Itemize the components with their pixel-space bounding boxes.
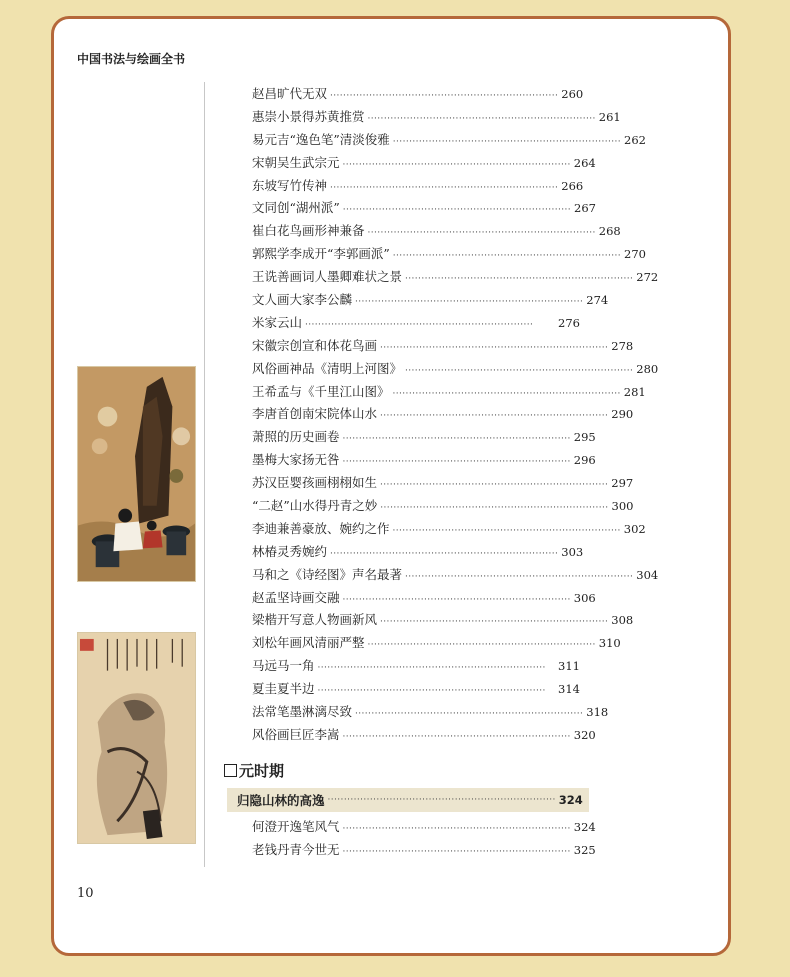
toc-entry[interactable] (252, 678, 580, 701)
toc-entry-page: 300 (611, 499, 634, 514)
toc-entry-page: 324 (573, 820, 596, 834)
toc-entry-page: 310 (598, 636, 621, 651)
toc-entry-page: 290 (611, 407, 634, 422)
toc-entry-title: 萧照的历史画卷 (252, 429, 340, 445)
leader-dots: ······································································ (342, 205, 572, 216)
leader-dots: ······································································ (355, 297, 584, 308)
toc-entry-title: “二赵”山水得丹青之妙 (252, 498, 378, 514)
toc-entry-page: 325 (573, 842, 596, 857)
toc-entry[interactable] (252, 518, 646, 541)
toc-entry-page: 302 (623, 521, 646, 536)
leader-dots: ······································································ (342, 434, 571, 445)
toc-entry-page: 314 (558, 682, 580, 697)
toc-entry-title: 惠崇小景得苏黄推赏 (252, 108, 365, 124)
toc-entry-title: 墨梅大家扬无咎 (252, 452, 340, 468)
leader-dots: ······································································ (367, 113, 596, 124)
toc-entry[interactable] (252, 243, 646, 266)
toc-entry-page: 303 (561, 544, 584, 559)
toc-entry-page: 306 (573, 590, 596, 605)
toc-entry-title: 法常笔墨淋漓尽致 (252, 704, 353, 720)
toc-entry[interactable] (252, 472, 634, 495)
toc-entry-page: 280 (636, 361, 659, 376)
toc-entry[interactable] (252, 381, 646, 404)
toc-entry[interactable] (252, 609, 634, 632)
toc-entry-page: 272 (636, 270, 659, 285)
toc-entry[interactable] (252, 106, 621, 129)
toc-entry-page: 276 (558, 315, 580, 330)
toc-entry-page: 260 (561, 87, 584, 101)
leader-dots: ······································································ (355, 709, 584, 720)
toc-entry-title: 苏汉臣婴孩画栩栩如生 (252, 475, 378, 491)
toc-entry-page: 267 (574, 201, 596, 216)
toc-entry-page: 262 (624, 132, 646, 147)
leader-dots: ······································································ (392, 251, 622, 262)
toc-entry-title: 东坡写竹传神 (252, 177, 328, 193)
toc-entry-title: 梁楷开写意人物画新风 (252, 612, 378, 628)
toc-entry[interactable] (252, 426, 596, 449)
leader-dots: ······································································ (330, 182, 559, 193)
toc-entry-title: 宋徽宗创宣和体花鸟画 (252, 337, 378, 353)
toc-entry[interactable] (252, 358, 659, 381)
toc-entry[interactable] (252, 197, 596, 220)
leader-dots: ······································································ (392, 525, 621, 536)
toc-entry-title: 老钱丹青今世无 (252, 841, 340, 857)
painting-thumbnail-children (77, 366, 196, 582)
toc-entry-title: 马和之《诗经图》声名最著 (252, 566, 403, 582)
toc-entry-page: 261 (598, 109, 621, 124)
toc-song-list (252, 83, 659, 747)
running-head: 中国书法与绘画全书 (77, 52, 186, 66)
toc-entry-page: 274 (586, 293, 609, 308)
toc-entry[interactable] (252, 220, 621, 243)
chapter-page: 324 (558, 793, 583, 807)
toc-entry[interactable] (252, 152, 596, 175)
chapter-heading[interactable] (227, 788, 589, 812)
toc-entry-title: 易元吉“逸色笔”清淡俊雅 (252, 131, 390, 147)
toc-entry-title: 马远马一角 (252, 658, 315, 674)
toc-entry-title: 米家云山 (252, 314, 303, 330)
leader-dots: ······································································ (330, 91, 559, 101)
toc-entry-page: 266 (561, 178, 584, 193)
toc-entry-page: 264 (573, 155, 596, 170)
leader-dots: ······································································ (342, 731, 571, 742)
section-heading-yuan (224, 760, 284, 781)
toc-entry-page: 318 (586, 705, 609, 720)
leader-dots: ······································································ (317, 686, 546, 697)
leader-dots: ······································································ (342, 457, 571, 468)
folio-page-number: 10 (77, 886, 94, 901)
leader-dots: ······································································ (327, 795, 556, 805)
toc-entry-page: 304 (636, 567, 659, 582)
toc-entry-page: 297 (611, 476, 634, 491)
toc-entry-page: 278 (611, 338, 634, 353)
leader-dots: ······································································ (380, 617, 609, 628)
leader-dots: ······································································ (317, 663, 546, 674)
toc-entry-page: 296 (573, 453, 596, 468)
toc-entry[interactable] (252, 816, 596, 839)
toc-yuan-list (252, 816, 596, 862)
toc-entry-title: 风俗画神品《清明上河图》 (252, 360, 403, 376)
toc-entry-page: 308 (611, 613, 634, 628)
toc-entry[interactable] (252, 449, 596, 472)
toc-entry-title: 崔白花鸟画形神兼备 (252, 223, 365, 239)
toc-entry-page: 311 (558, 659, 580, 674)
toc-entry[interactable] (252, 403, 634, 426)
toc-entry-page: 281 (623, 384, 646, 399)
toc-entry-title: 李唐首创南宋院体山水 (252, 406, 378, 422)
toc-entry[interactable] (252, 129, 646, 152)
toc-entry[interactable] (252, 83, 584, 106)
toc-entry-title: 李迪兼善豪放、婉约之作 (252, 520, 390, 536)
leader-dots: ······································································ (305, 319, 534, 330)
leader-dots: ······································································ (367, 228, 596, 239)
leader-dots: ······································································ (380, 411, 609, 422)
chapter-title: 归隐山林的高逸 (237, 793, 325, 808)
toc-entry[interactable] (252, 175, 584, 198)
toc-entry-title: 林椿灵秀婉约 (252, 543, 328, 559)
toc-entry[interactable] (252, 495, 634, 518)
painting-thumbnail-figure (77, 632, 196, 844)
leader-dots: ······································································ (380, 503, 609, 514)
toc-entry[interactable] (252, 701, 609, 724)
toc-entry-page: 295 (573, 430, 596, 445)
toc-entry-title: 刘松年画风清丽严整 (252, 635, 365, 651)
toc-entry[interactable] (252, 655, 580, 678)
toc-entry-title: 夏圭夏半边 (252, 681, 315, 697)
toc-entry-page: 270 (624, 247, 646, 262)
toc-entry[interactable] (252, 564, 659, 587)
toc-entry[interactable] (252, 587, 596, 610)
toc-entry[interactable] (252, 335, 634, 358)
toc-entry-title: 王希孟与《千里江山图》 (252, 383, 390, 399)
toc-entry[interactable] (252, 632, 621, 655)
toc-entry[interactable] (252, 266, 659, 289)
leader-dots: ······································································ (405, 571, 634, 582)
toc-entry-title: 赵昌旷代无双 (252, 86, 328, 101)
leader-dots: ······································································ (380, 342, 609, 353)
leader-dots: ······································································ (405, 365, 634, 376)
toc-entry-title: 何澄开逸笔风气 (252, 819, 340, 834)
toc-entry[interactable] (252, 541, 584, 564)
leader-dots: ······································································ (380, 480, 609, 491)
toc-entry[interactable] (252, 312, 580, 335)
toc-entry-title: 文人画大家李公麟 (252, 292, 353, 308)
toc-entry[interactable] (252, 724, 596, 747)
section-title: 元时期 (239, 762, 285, 780)
toc-entry[interactable] (252, 289, 609, 312)
column-divider (204, 82, 205, 867)
leader-dots: ······································································ (342, 159, 571, 170)
toc-entry[interactable] (252, 839, 596, 862)
leader-dots: ······································································ (342, 824, 571, 834)
toc-entry-title: 宋朝吴生武宗元 (252, 154, 340, 170)
leader-dots: ······································································ (342, 594, 571, 605)
toc-entry-page: 320 (573, 727, 596, 742)
leader-dots: ······································································ (405, 274, 634, 285)
toc-entry-title: 王诜善画词人墨卿难状之景 (252, 269, 403, 285)
toc-entry-page: 268 (598, 224, 621, 239)
leader-dots: ······································································ (392, 388, 621, 399)
toc-entry-title: 赵孟坚诗画交融 (252, 589, 340, 605)
checkbox-square-icon (224, 764, 237, 777)
leader-dots: ······································································ (367, 640, 596, 651)
leader-dots: ······································································ (392, 136, 622, 147)
toc-entry-title: 文同创“湖州派” (252, 200, 340, 216)
leader-dots: ······································································ (330, 548, 559, 559)
toc-entry-title: 郭熙学李成开“李郭画派” (252, 246, 390, 262)
leader-dots: ······································································ (342, 846, 571, 857)
toc-entry-title: 风俗画巨匠李嵩 (252, 726, 340, 742)
